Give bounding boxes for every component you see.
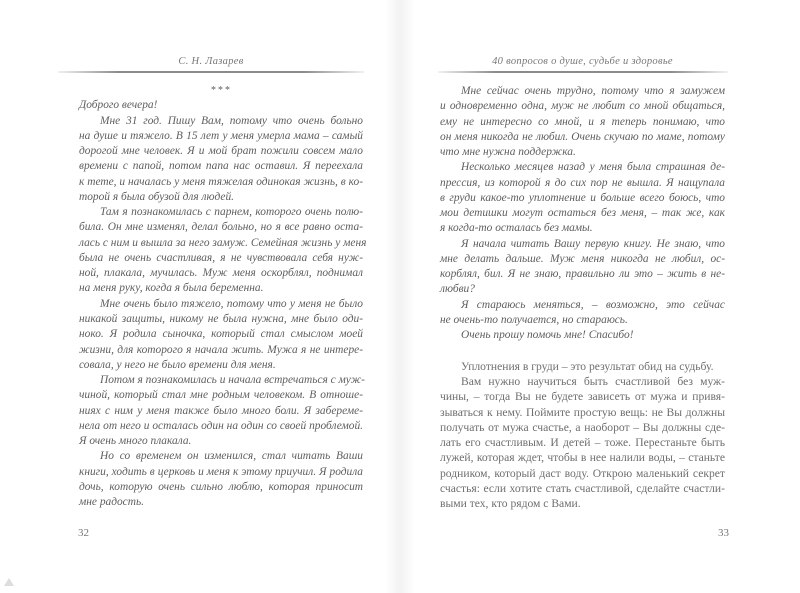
text-line: Там я познакомилась с парнем, которого очень полю- [100, 206, 363, 219]
text-line: нела от него и осталась один на один со своей проблемой. [79, 419, 363, 432]
text-line: ниях с ним у меня также было много боли. Я забереме- [79, 404, 363, 417]
letter-continuation [440, 84, 725, 344]
text-line: жизни, для которого я начала жить. Мужа я не интере- [79, 343, 363, 356]
text-line: никакой защиты, никому не была нужна, мне было оди- [79, 312, 363, 325]
text-line: совала, у него не было времени для меня. [79, 358, 276, 371]
text-line: ной, плакала, мучилась. Муж меня оскорблял, поднимал [79, 267, 363, 280]
text-line: корблял, бил. Я не знаю, правильно ли это – жить в не- [440, 268, 725, 281]
paragraph [79, 297, 363, 373]
text-line: к тете, и началась у меня тяжелая одинокая жизнь, в ко- [79, 175, 363, 188]
page-number: 32 [78, 527, 89, 539]
paragraph [79, 98, 363, 113]
text-line: прессия, из которой я до сих пор не вышла. Я нащупала [440, 176, 725, 189]
text-line: чины, – тогда Вы не будете зависеть от мужа и привя- [440, 390, 725, 404]
paragraph [79, 114, 363, 206]
text-line: что мне нужна поддержка. [440, 146, 576, 159]
text-line: Но со временем он изменился, стал читать Ваши [100, 450, 363, 463]
text-line: мне радость. [79, 496, 144, 509]
text-line: чиной, который стал мне родным человеком. В отноше- [79, 389, 363, 402]
text-line: любви? [440, 283, 475, 296]
paragraph [440, 160, 725, 236]
text-line: Очень прошу помочь мне! Спасибо! [461, 329, 634, 342]
section-separator: *** [210, 85, 232, 96]
running-header-title: 40 вопросов о душе, судьбе и здоровье [492, 56, 673, 67]
text-line: и одновременно одна, муж не любит со мной общаться, [440, 100, 725, 113]
right-page [400, 0, 800, 593]
paragraph [440, 298, 725, 329]
text-line: лать его счастливым. И детей – тоже. Перестаньте быть [440, 436, 725, 450]
text-line: Потом я познакомилась и начала встречаться с муж- [100, 374, 365, 387]
paragraph [440, 84, 725, 160]
text-line: Мне сейчас очень трудно, потому что я замужем [461, 85, 725, 97]
text-line: на душе и тяжело. В 15 лет у меня умерла мама – самый [79, 129, 363, 142]
text-line: в груди какое-то уплотнение и больше всего боюсь, что [440, 191, 725, 204]
text-line: он меня никогда не любил. Очень скучаю по маме, потому [440, 130, 725, 143]
text-line: мои детишки могут остаться без меня, – так же, как [440, 207, 725, 220]
text-line: я когда-то осталась без мамы. [440, 222, 593, 235]
letter-body [79, 98, 367, 510]
letter-text [79, 83, 367, 510]
paragraph [440, 359, 725, 374]
paragraph [440, 328, 725, 343]
text-line: Я очень много плакала. [79, 435, 192, 448]
text-line: била. Он мне изменял, делал больно, но я все равно оста- [79, 221, 363, 234]
author-answer [440, 359, 725, 512]
paragraph [440, 237, 725, 298]
text-line: лась с ним и вышла за него замуж. Семейная жизнь у меня [79, 236, 367, 249]
text-line: дорогой мне человек. Я и мой брат пожили совсем мало [79, 145, 363, 158]
running-header-author: С. Н. Лазарев [178, 56, 244, 67]
text-line: Вам нужно научиться быть счастливой без муж- [461, 375, 725, 389]
page-number: 33 [718, 527, 729, 539]
header-rule [438, 71, 728, 73]
text-line: выми тех, кто рядом с Вами. [440, 497, 581, 511]
paragraph-gap [440, 344, 725, 359]
text-line: счастья: если хотите стать счастливой, сделайте счастли- [440, 481, 725, 495]
text-line: мне делать дальше. Муж меня никогда не любил, ос- [440, 252, 725, 265]
text-line: зываться к нему. Поймите простую вещь: не Вы должны [440, 405, 725, 419]
text-line: Мне очень было тяжело, потому что у меня не было [100, 297, 363, 310]
paragraph [440, 374, 725, 511]
text-line: ноко. Я родила сыночка, который стал смыслом моей [79, 328, 363, 341]
text-line: времени с папой, потом папа нас оставил. Я переехала [79, 160, 363, 173]
text-line: родником, который даст воду. Открою маленький секрет [440, 466, 725, 480]
paragraph [79, 205, 367, 297]
header-rule [58, 71, 364, 73]
paragraph [79, 449, 363, 510]
text-line: ему не интересно со мной, и я теперь понимаю, что [440, 115, 725, 128]
text-line: торой я была обузой для людей. [79, 190, 235, 203]
text-line: Несколько месяцев назад у меня была страшная де- [461, 161, 725, 174]
text-line: Доброго вечера! [79, 99, 158, 112]
text-line: Уплотнения в груди – это результат обид на судьбу. [461, 359, 714, 373]
paragraph [79, 373, 363, 449]
page-text [440, 84, 725, 511]
text-line: Я начала читать Вашу первую книгу. Не знаю, что [461, 237, 725, 250]
text-line: книги, ходить в церковь и меня к этому приучил. Я родила [79, 465, 363, 478]
text-line: Я стараюсь меняться, – возможно, это сейчас [461, 298, 725, 311]
text-line: лужей, которая ждет, чтобы в нее налили воды, – станьте [440, 451, 725, 465]
text-line: была не очень счастливая, я не чувствовала себя нуж- [79, 251, 363, 264]
text-line: не очень-то получается, но стараюсь. [440, 313, 628, 326]
text-line: дочь, которую очень сильно люблю, которая приносит [79, 480, 363, 493]
text-line: Мне 31 год. Пишу Вам, потому что очень больно [100, 114, 363, 127]
page-corner-mark [4, 578, 14, 586]
text-line: получать от мужа счастье, а наоборот – Вы должны сде- [440, 420, 725, 434]
text-line: на меня руку, когда я была беременна. [79, 282, 264, 295]
